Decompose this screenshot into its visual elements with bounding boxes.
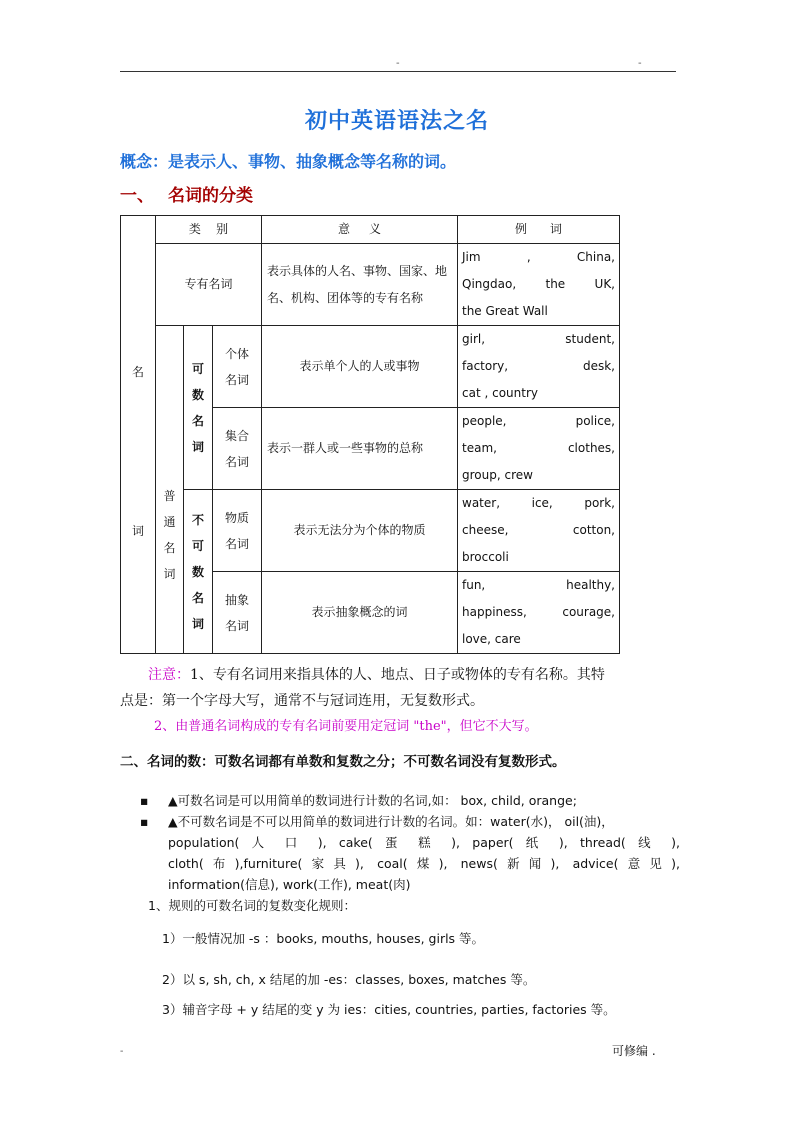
example-line: the Great Wall [462,304,548,318]
bullet-item-countable [140,790,680,811]
common-noun-label [156,326,184,654]
rule-2: 2）以 s, sh, ch, x 结尾的加 -es：classes, boxes, matches 等。 [162,972,536,987]
note-2: 2、由普通名词构成的专有名词前要用定冠词 "the"，但它不大写。 [154,719,538,734]
bullet-text-line: cloth(布),furniture(家具), coal(煤), news(新闻), advice(意见), [168,856,680,871]
header-examples: 例 词 [458,216,620,244]
proper-noun-meaning: 表示具体的人名、事物、国家、地名、机构、团体等的专有名称 [262,244,458,326]
bullet-icon: ▪ [140,793,149,808]
section-2-heading: 二、名词的数：可数名词都有单数和复数之分；不可数名词没有复数形式。 [120,754,566,770]
individual-noun-examples [458,326,620,408]
example-line: girl, student, [462,332,615,346]
countable-noun-text: 可数名词 [191,361,204,454]
proper-noun-examples [458,244,620,326]
uncountable-noun-text: 不可数名词 [191,512,204,631]
abstract-noun-meaning: 表示抽象概念的词 [262,572,458,654]
section-1-heading [120,181,253,206]
individual-noun-text: 个体名词 [224,346,249,387]
bullet-icon: ▪ [140,814,149,829]
header-category: 类 别 [156,216,262,244]
example-line: happiness, courage, [462,605,615,619]
header-mark-right: - [638,58,642,69]
collective-noun-label [213,408,262,490]
example-line: broccoli [462,550,509,564]
page-title: 初中英语语法之名 [304,108,489,134]
bullet-text-line: population( 人 口 ), cake( 蛋 糕 ), paper( 纸 ), thread( 线 ), [168,835,680,850]
uncountable-noun-label [184,490,213,654]
note-1 [120,662,676,714]
material-noun-text: 物质名词 [224,510,249,551]
noun-char-2: 词 [131,524,144,538]
example-line: water, ice, pork, [462,496,615,510]
collective-noun-meaning: 表示一群人或一些事物的总称 [262,408,458,490]
header-rule [120,71,676,72]
bullet-text-line: information(信息), work(工作), meat(肉) [168,877,411,892]
header-mark-center: - [396,58,400,69]
concept-definition: 概念：是表示人、事物、抽象概念等名称的词。 [120,152,457,171]
individual-noun-meaning: 表示单个人的人或事物 [262,326,458,408]
noun-label-cell [121,216,156,654]
collective-noun-text: 集合名词 [224,428,249,469]
material-noun-meaning: 表示无法分为个体的物质 [262,490,458,572]
note-1-line-1: 1、专有名词用来指具体的人、地点、日子或物体的专有名称。其特 [190,667,605,683]
noun-classification-table [120,215,620,654]
abstract-noun-examples [458,572,620,654]
bullet-text-line: ▲不可数名词是不可以用简单的数词进行计数的名词。如：water(水)， oil(油)， [168,814,614,829]
example-line: factory, desk, [462,359,615,373]
rule-1: 1）一般情况加 -s ：books, mouths, houses, girls 等。 [162,931,485,946]
material-noun-examples [458,490,620,572]
example-line: people, police, [462,414,615,428]
header-meaning: 意 义 [262,216,458,244]
section-1-title: 名词的分类 [168,186,253,206]
individual-noun-label [213,326,262,408]
example-line: cheese, cotton, [462,523,615,537]
noun-char-1: 名 [131,365,144,379]
footer-left-mark: - [120,1046,124,1057]
material-noun-label [213,490,262,572]
bullet-item-uncountable [140,811,680,895]
rule-3: 3）辅音字母 + y 结尾的变 y 为 ies：cities, countries, parties, factories 等。 [162,1002,616,1017]
bullet-text: ▲可数名词是可以用简单的数词进行计数的名词,如： box, child, orange; [168,793,577,808]
example-line: love, care [462,632,521,646]
collective-noun-examples [458,408,620,490]
example-line: Jim , China, [462,250,615,264]
example-line: team, clothes, [462,441,615,455]
note-1-line-2: 点是：第一个字母大写，通常不与冠词连用，无复数形式。 [120,693,484,709]
countable-noun-label [184,326,213,490]
note-label: 注意： [148,667,190,683]
section-1-number: 一、 [120,186,154,206]
rules-heading: 1、规则的可数名词的复数变化规则： [148,898,356,913]
example-line: cat , country [462,386,538,400]
footer-editable-note: 可修编 . [612,1044,656,1058]
proper-noun-label: 专有名词 [156,244,262,326]
example-line: fun, healthy, [462,578,615,592]
example-line: Qingdao, the UK, [462,277,615,291]
abstract-noun-text: 抽象名词 [224,592,249,633]
example-line: group, crew [462,468,533,482]
bullet-list [140,790,680,895]
common-noun-text: 普通名词 [163,488,176,581]
abstract-noun-label [213,572,262,654]
